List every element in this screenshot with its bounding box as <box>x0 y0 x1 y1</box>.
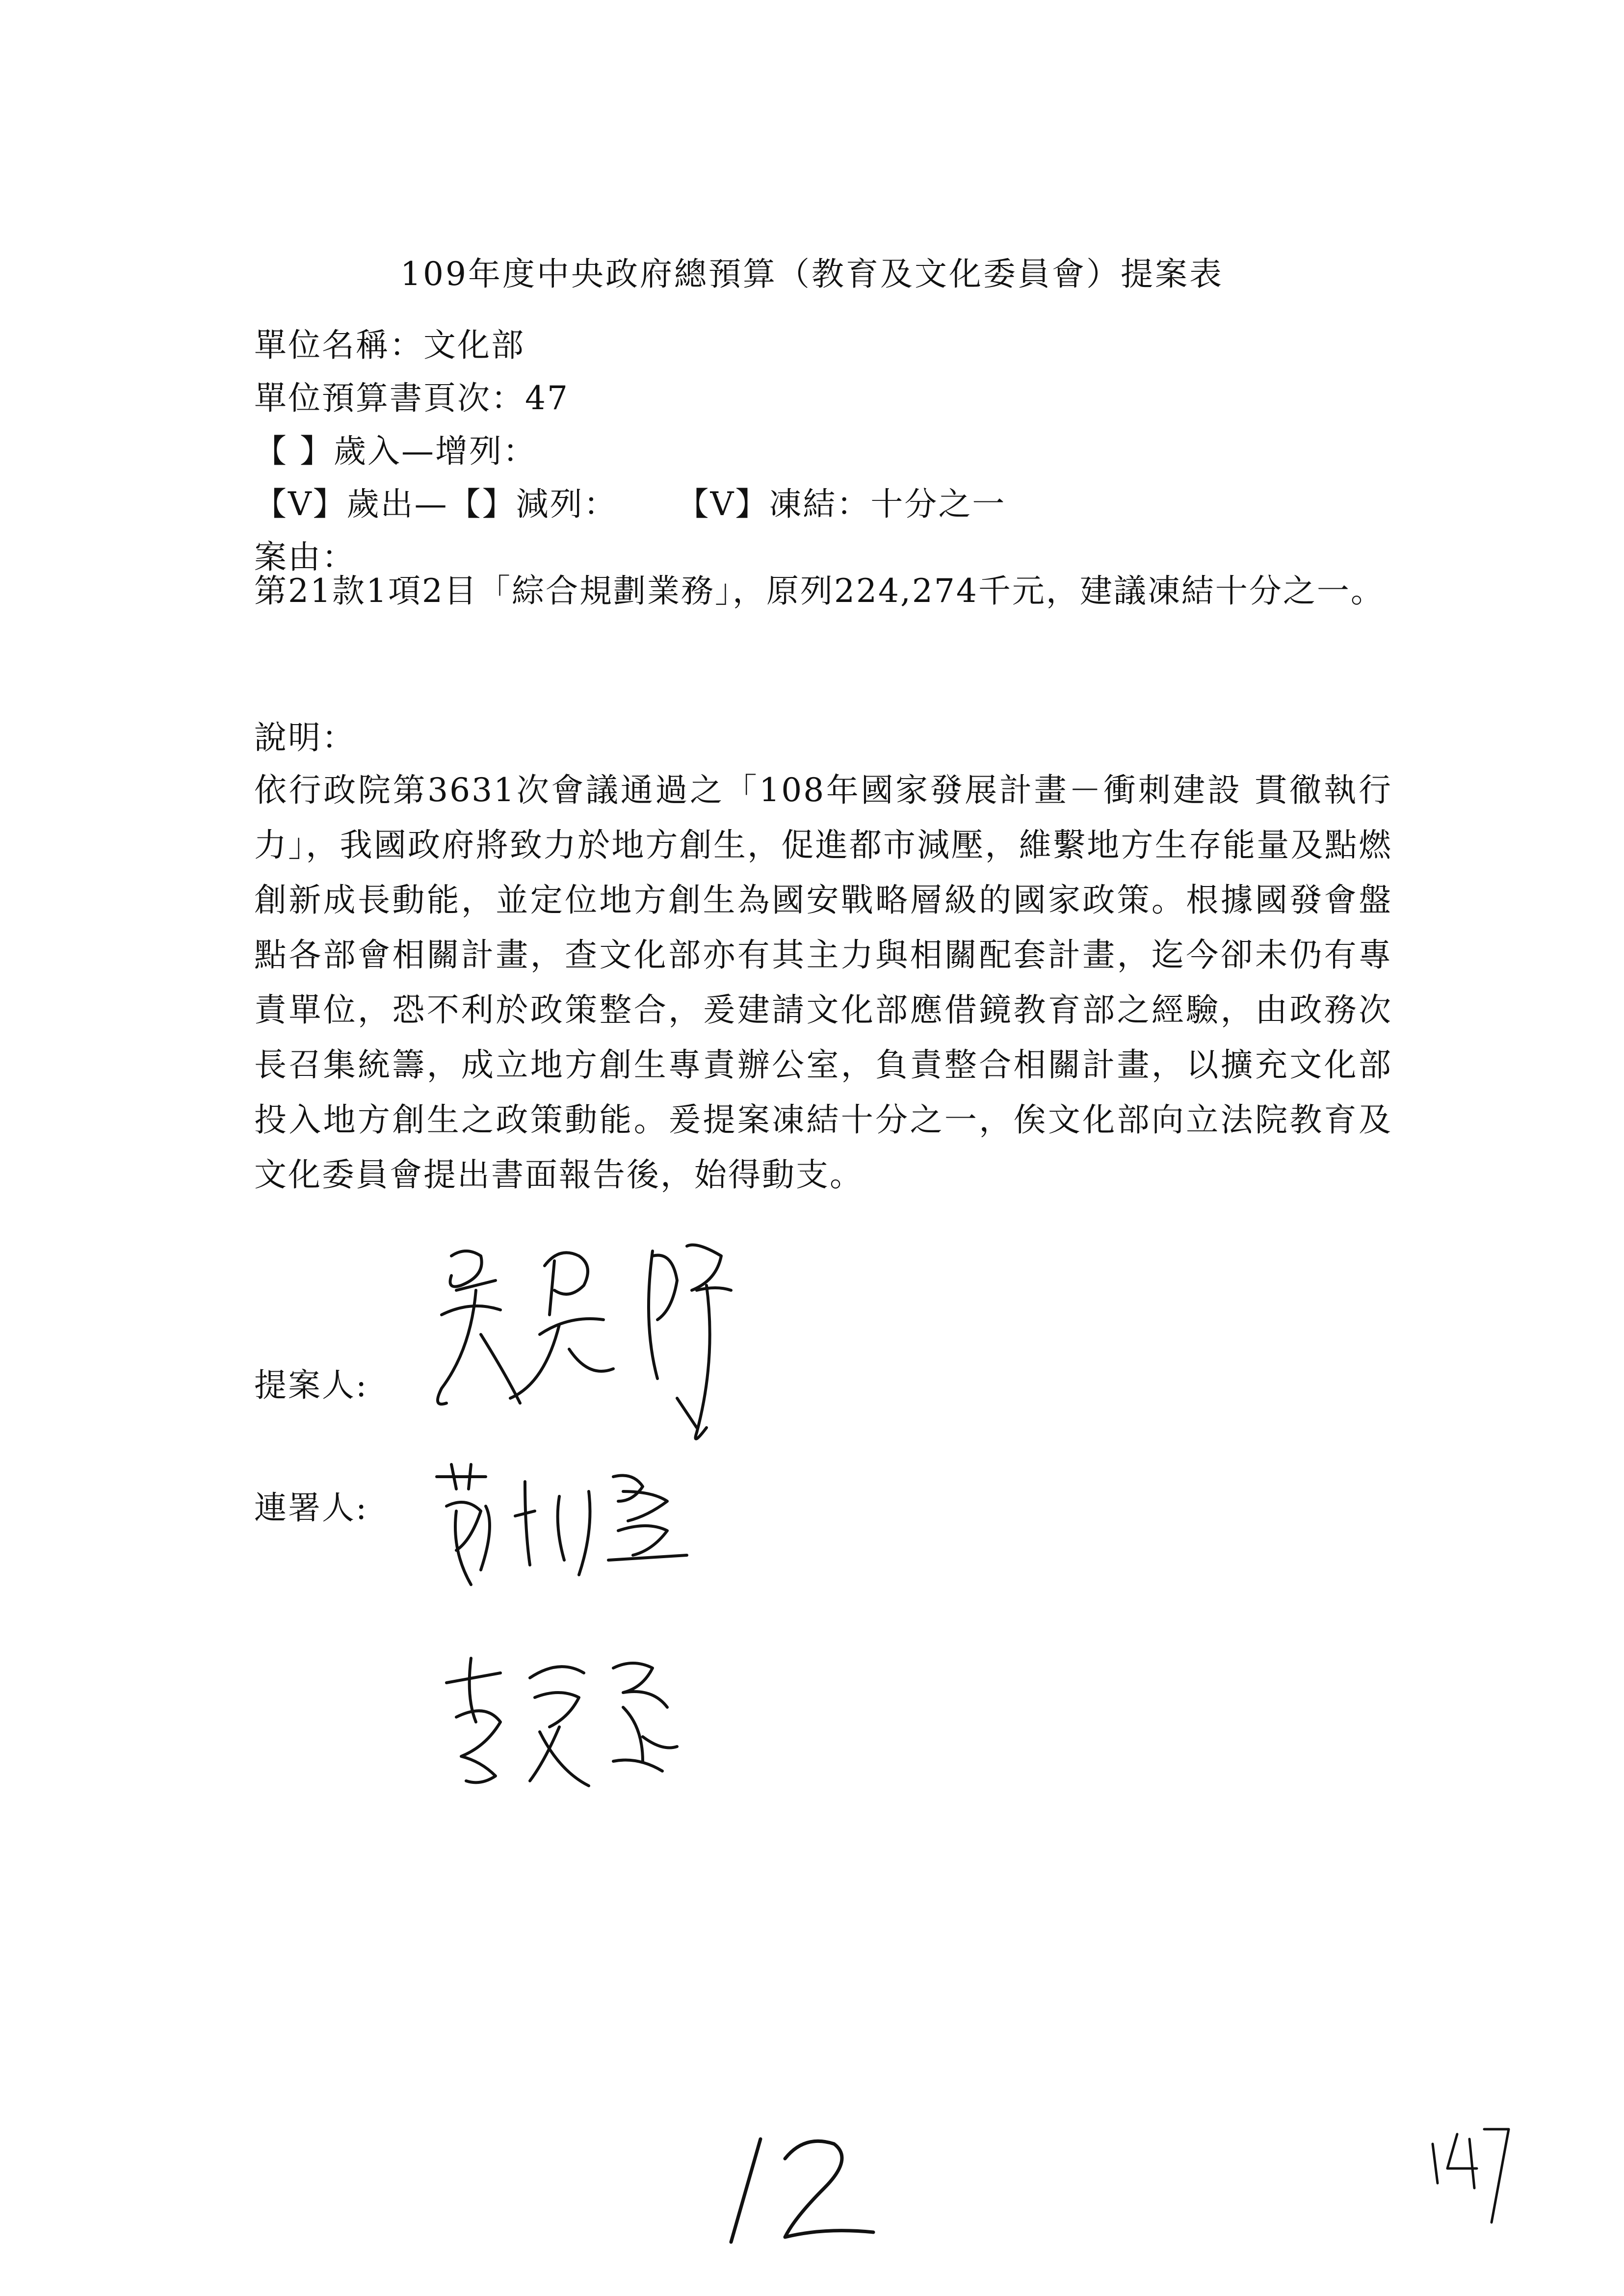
unit-budget-page: 單位預算書頁次：47 <box>254 379 569 417</box>
expenditure-freeze-row <box>254 478 1006 531</box>
unit-name: 單位名稱：文化部 <box>254 326 525 364</box>
cosigner-signature-1 <box>427 1462 702 1599</box>
page-number-center <box>721 2129 898 2254</box>
cosigner-label: 連署人: <box>254 1489 368 1527</box>
explanation-label: 說明： <box>254 719 356 757</box>
expenditure-line: 【V】歲出—【】減列： <box>254 485 618 523</box>
freeze-line: 【V】凍結：十分之一 <box>676 485 1006 523</box>
revenue-line: 【 】歲入—增列： <box>254 432 537 470</box>
page-number-right <box>1423 2114 1521 2229</box>
cosigner-signature-2 <box>437 1648 711 1796</box>
reason-label: 案由： <box>254 538 356 576</box>
proposer-signature <box>422 1236 795 1472</box>
reason-text: 第21款1項2目「綜合規劃業務」，原列224,274千元，建議凍結十分之一。 <box>254 572 1385 610</box>
document-title: 109年度中央政府總預算（教育及文化委員會）提案表 <box>400 255 1224 293</box>
form-fields <box>254 319 1006 584</box>
proposer-label: 提案人: <box>254 1366 368 1404</box>
explanation-text: 依行政院第3631次會議通過之「108年國家發展計畫－衝刺建設 貫徹執行力」，我國政府將致力於地方創生，促進都市減壓，維繫地方生存能量及點燃創新成長動能，並定位地方創生為國安戰略層級的國家政策。根據國發會盤點各部會相關計畫，查文化部亦有其主力與相關配套計畫，迄今卻未仍有專責單位，恐不利於政策整合，爰建請文化部應借鏡教育部之經驗，由政務次長召集統籌，成立地方創生專責辦公室，負責整合相關計畫，以擴充文化部投入地方創生之政策動能。爰提案凍結十分之一，俟文化部向立法院教育及文化委員會提出書面報告後，始得動支。 <box>254 771 1392 1194</box>
